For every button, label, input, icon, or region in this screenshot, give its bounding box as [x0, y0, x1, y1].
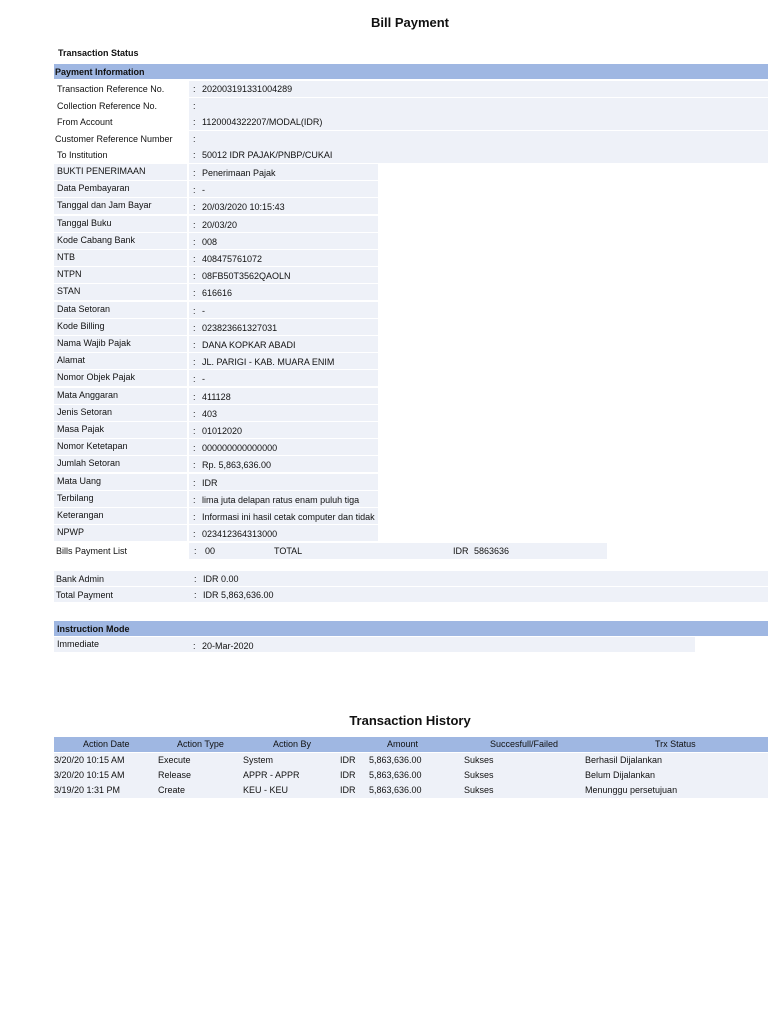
payment-information-label: Payment Information: [55, 67, 145, 77]
history-status: Menunggu persetujuan: [585, 785, 678, 795]
payment-detail-row: [0, 198, 768, 214]
payment-detail-colon: :: [193, 185, 196, 195]
history-table-header: [54, 737, 768, 752]
payment-detail-colon: :: [193, 254, 196, 264]
payment-detail-row: [0, 422, 768, 438]
payment-detail-label: Kode Billing: [57, 321, 105, 331]
history-row: [54, 768, 768, 783]
history-by: System: [243, 755, 274, 765]
instruction-mode-type: Immediate: [57, 639, 100, 649]
payment-detail-colon: :: [193, 426, 196, 436]
history-amount: 5,863,636.00: [369, 770, 422, 780]
payment-info-label: Transaction Reference No.: [57, 84, 165, 94]
history-currency: IDR: [340, 785, 356, 795]
payment-detail-value: -: [202, 306, 205, 316]
instruction-mode-date: 20-Mar-2020: [202, 641, 254, 651]
payment-detail-value: Penerimaan Pajak: [202, 168, 276, 178]
history-date: 3/19/20 1:31 PM: [54, 785, 121, 795]
payment-detail-colon: :: [193, 512, 196, 522]
payment-info-value: 50012 IDR PAJAK/PNBP/CUKAI: [202, 150, 333, 160]
payment-info-row: [0, 131, 768, 147]
total-payment-value: IDR 5,863,636.00: [203, 590, 274, 600]
payment-detail-row: [0, 388, 768, 404]
payment-detail-value: 023823661327031: [202, 323, 278, 333]
payment-detail-value: JL. PARIGI - KAB. MUARA ENIM: [202, 357, 335, 367]
payment-detail-row: [0, 250, 768, 266]
history-amount: 5,863,636.00: [369, 785, 422, 795]
instruction-mode-colon: :: [193, 641, 196, 651]
total-payment-label: Total Payment: [56, 590, 114, 600]
history-result: Sukses: [464, 770, 494, 780]
payment-detail-colon: :: [193, 409, 196, 419]
payment-detail-colon: :: [193, 357, 196, 367]
payment-detail-colon: :: [193, 340, 196, 350]
transaction-history-title: Transaction History: [349, 713, 471, 728]
history-result: Sukses: [464, 785, 494, 795]
payment-detail-colon: :: [193, 202, 196, 212]
history-date: 3/20/20 10:15 AM: [54, 770, 125, 780]
payment-detail-label: Alamat: [57, 355, 86, 365]
page-title: Bill Payment: [370, 15, 450, 30]
payment-detail-row: [0, 319, 768, 335]
payment-info-label: From Account: [57, 117, 113, 127]
payment-info-colon: :: [193, 134, 196, 144]
history-by: KEU - KEU: [243, 785, 289, 795]
bills-payment-amount: 5863636: [474, 546, 510, 556]
payment-detail-value: DANA KOPKAR ABADI: [202, 340, 296, 350]
history-col-trx-status: Trx Status: [655, 739, 696, 749]
history-col-action-type: Action Type: [177, 739, 224, 749]
payment-detail-row: [0, 353, 768, 369]
history-currency: IDR: [340, 755, 356, 765]
payment-detail-label: Data Setoran: [57, 304, 111, 314]
payment-detail-colon: :: [193, 306, 196, 316]
payment-detail-row: [0, 474, 768, 490]
total-payment-colon: :: [194, 590, 197, 600]
payment-detail-colon: :: [193, 443, 196, 453]
instruction-mode-label: Instruction Mode: [57, 624, 130, 634]
payment-info-colon: :: [193, 150, 196, 160]
transaction-status-label: Transaction Status: [58, 48, 139, 58]
bank-admin-row: [54, 571, 768, 586]
bank-admin-label: Bank Admin: [56, 574, 105, 584]
payment-detail-colon: :: [193, 392, 196, 402]
payment-detail-label: STAN: [57, 286, 81, 296]
instruction-mode-row: [54, 637, 695, 652]
history-currency: IDR: [340, 770, 356, 780]
history-col-action-by: Action By: [273, 739, 312, 749]
payment-detail-row: [0, 336, 768, 352]
payment-detail-colon: :: [193, 460, 196, 470]
payment-detail-row: [0, 164, 768, 180]
payment-detail-label: Nomor Ketetapan: [57, 441, 128, 451]
bills-payment-list-label: Bills Payment List: [56, 546, 128, 556]
payment-detail-label: NTPN: [57, 269, 82, 279]
history-col-action-date: Action Date: [83, 739, 130, 749]
payment-detail-value: 08FB50T3562QAOLN: [202, 271, 291, 281]
payment-detail-row: [0, 456, 768, 472]
payment-detail-value: Rp. 5,863,636.00: [202, 460, 272, 470]
payment-detail-label: Jumlah Setoran: [57, 458, 121, 468]
payment-info-row: [0, 114, 768, 130]
payment-info-label: Collection Reference No.: [57, 101, 158, 111]
payment-detail-value: Informasi ini hasil cetak computer dan tidak: [202, 512, 375, 522]
payment-info-colon: :: [193, 117, 196, 127]
payment-info-row: [0, 98, 768, 114]
payment-detail-colon: :: [193, 374, 196, 384]
payment-detail-row: [0, 233, 768, 249]
history-amount: 5,863,636.00: [369, 755, 422, 765]
instruction-mode-header: [54, 621, 768, 636]
payment-detail-value: -: [202, 185, 205, 195]
history-date: 3/20/20 10:15 AM: [54, 755, 125, 765]
payment-detail-value: 023412364313000: [202, 529, 278, 539]
bank-admin-colon: :: [194, 574, 197, 584]
payment-detail-colon: :: [193, 323, 196, 333]
payment-detail-row: [0, 370, 768, 386]
payment-detail-row: [0, 439, 768, 455]
payment-detail-row: [0, 216, 768, 232]
history-result: Sukses: [464, 755, 494, 765]
payment-detail-label: Kode Cabang Bank: [57, 235, 136, 245]
payment-detail-value: IDR: [202, 478, 218, 488]
payment-detail-value: 411128: [202, 392, 231, 402]
payment-detail-value: 20/03/2020 10:15:43: [202, 202, 285, 212]
history-by: APPR - APPR: [243, 770, 300, 780]
payment-detail-label: Nama Wajib Pajak: [57, 338, 131, 348]
payment-detail-label: Masa Pajak: [57, 424, 105, 434]
payment-detail-row: [0, 302, 768, 318]
history-status: Belum Dijalankan: [585, 770, 656, 780]
payment-info-row: [0, 81, 768, 97]
payment-detail-row: [0, 284, 768, 300]
payment-detail-value: 000000000000000: [202, 443, 278, 453]
payment-detail-label: Mata Uang: [57, 476, 102, 486]
payment-info-label: To Institution: [57, 150, 108, 160]
history-row: [54, 753, 768, 768]
payment-detail-label: Mata Anggaran: [57, 390, 119, 400]
history-type: Release: [158, 770, 192, 780]
payment-info-value: 1120004322207/MODAL(IDR): [202, 117, 323, 127]
payment-detail-value: 008: [202, 237, 218, 247]
history-type: Create: [158, 785, 186, 795]
payment-detail-label: Keterangan: [57, 510, 104, 520]
payment-detail-row: [0, 181, 768, 197]
payment-detail-value: 616616: [202, 288, 233, 298]
payment-information-header: [54, 64, 768, 79]
bills-payment-total-label: TOTAL: [274, 546, 303, 556]
payment-detail-row: [0, 405, 768, 421]
history-col-amount: Amount: [387, 739, 419, 749]
payment-info-colon: :: [193, 84, 196, 94]
payment-detail-colon: :: [193, 529, 196, 539]
payment-detail-colon: :: [193, 288, 196, 298]
history-type: Execute: [158, 755, 191, 765]
payment-detail-colon: :: [193, 220, 196, 230]
payment-detail-label: Tanggal dan Jam Bayar: [57, 200, 152, 210]
bills-payment-currency: IDR: [453, 546, 469, 556]
payment-detail-value: 408475761072: [202, 254, 263, 264]
payment-detail-label: Nomor Objek Pajak: [57, 372, 136, 382]
history-status: Berhasil Dijalankan: [585, 755, 663, 765]
history-col-result: Succesfull/Failed: [490, 739, 559, 749]
payment-detail-colon: :: [193, 168, 196, 178]
payment-detail-row: [0, 491, 768, 507]
bills-payment-list-row: [0, 543, 768, 559]
payment-info-value: 202003191331004289: [202, 84, 293, 94]
payment-detail-label: NTB: [57, 252, 75, 262]
payment-detail-label: Data Pembayaran: [57, 183, 130, 193]
payment-detail-row: [0, 267, 768, 283]
payment-detail-colon: :: [193, 237, 196, 247]
payment-detail-label: NPWP: [57, 527, 84, 537]
payment-detail-value: 20/03/20: [202, 220, 238, 230]
payment-detail-label: BUKTI PENERIMAAN: [57, 166, 146, 176]
bills-payment-code: 00: [205, 546, 216, 556]
total-payment-row: [54, 587, 768, 602]
payment-detail-label: Tanggal Buku: [57, 218, 112, 228]
history-row: [54, 783, 768, 798]
payment-detail-label: Jenis Setoran: [57, 407, 113, 417]
payment-detail-row: [0, 525, 768, 541]
payment-detail-label: Terbilang: [57, 493, 94, 503]
payment-info-label: Customer Reference Number: [55, 134, 173, 144]
payment-detail-value: 403: [202, 409, 218, 419]
payment-detail-value: -: [202, 374, 205, 384]
payment-detail-value: lima juta delapan ratus enam puluh tiga: [202, 495, 360, 505]
payment-info-row: [0, 147, 768, 163]
bank-admin-value: IDR 0.00: [203, 574, 239, 584]
payment-detail-value: 01012020: [202, 426, 243, 436]
payment-detail-colon: :: [193, 478, 196, 488]
bills-payment-list-colon: :: [194, 546, 197, 556]
payment-detail-colon: :: [193, 271, 196, 281]
payment-detail-row: [0, 508, 768, 524]
payment-detail-colon: :: [193, 495, 196, 505]
payment-info-colon: :: [193, 101, 196, 111]
